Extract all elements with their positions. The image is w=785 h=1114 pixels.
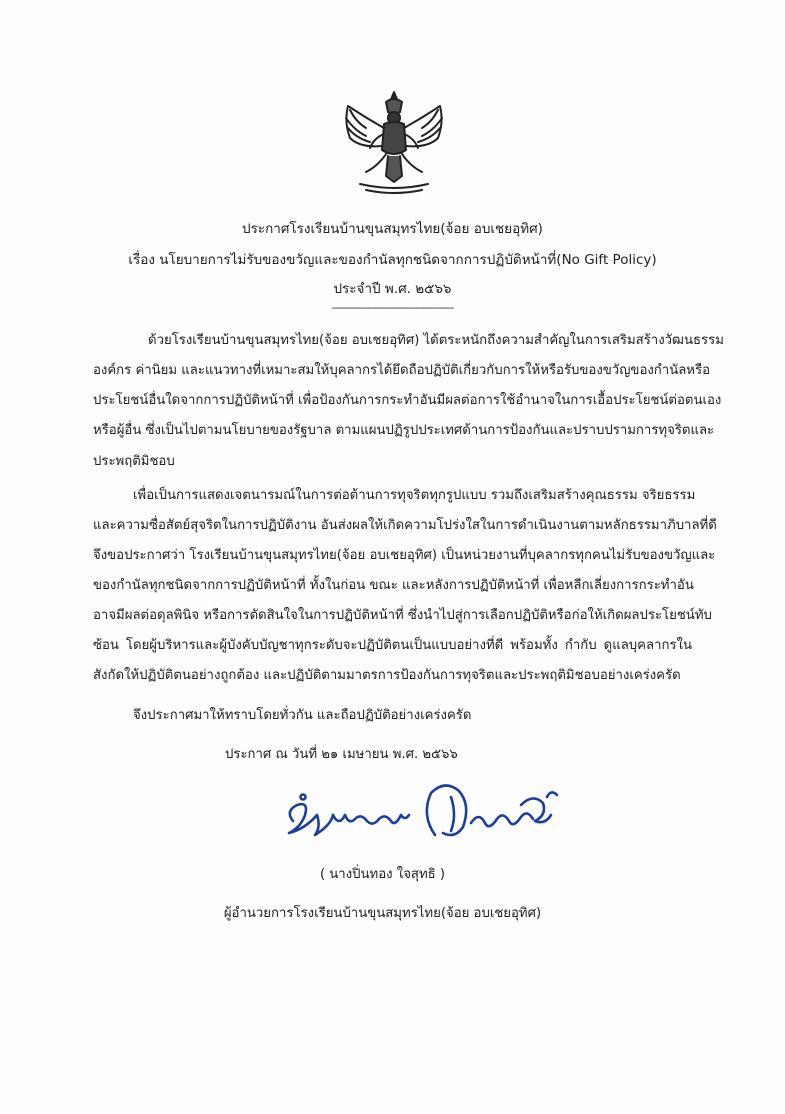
paragraph-2-line-7: สังกัดให้ปฏิบัติตนอย่างถูกต้อง และปฏิบัติตามมาตรการป้องกันการทุจริตและประพฤติมิชอบอย่างเคร่งครัด: [93, 668, 681, 683]
signer-name: ( นางปิ่นทอง ใจสุทธิ ): [319, 867, 446, 882]
announcement-title: ประกาศโรงเรียนบ้านขุนสมุทรไทย(จ้อย อบเชยอุทิศ): [242, 221, 543, 237]
paragraph-2-line-4: ของกำนัลทุกชนิดจากการปฏิบัติหน้าที่ ทั้งในก่อน ขณะ และหลังการปฏิบัติหน้าที่ เพื่อหลีกเลี่ยงการกระทำอัน: [93, 578, 694, 593]
paragraph-1-line-4: หรือผู้อื่น ซึ่งเป็นไปตามนโยบายของรัฐบาล ตามแผนปฏิรูปประเทศด้านการป้องกันและปราบปรามการทุจริตและ: [93, 423, 715, 438]
paragraph-2-line-1: เพื่อเป็นการแสดงเจตนารมณ์ในการต่อต้านการทุจริตทุกรูปแบบ รวมถึงเสริมสร้างคุณธรรม จริยธรรม: [133, 488, 696, 503]
paragraph-2-line-6: ซ้อน โดยผู้บริหารและผู้บังคับบัญชาทุกระดับจะปฏิบัติตนเป็นแบบอย่างที่ดี พร้อมทั้ง กำกับ ดูแลบุคลากรใน: [93, 638, 692, 653]
paragraph-1-line-1: ด้วยโรงเรียนบ้านขุนสมุทรไทย(จ้อย อบเชยอุทิศ) ได้ตระหนักถึงความสำคัญในการเสริมสร้างวัฒนธรรม: [148, 333, 724, 348]
paragraph-1-line-2: องค์กร ค่านิยม และแนวทางที่เหมาะสมให้บุคลากรได้ยึดถือปฏิบัติเกี่ยวกับการให้หรือรับของขวัญของกำนัลหรือ: [93, 363, 710, 378]
paragraph-2-line-3: จึงขอประกาศว่า โรงเรียนบ้านขุนสมุทรไทย(จ้อย อบเชยอุทิศ) เป็นหน่วยงานที่บุคลากรทุกคนไม่รับของขวัญและ: [93, 548, 716, 563]
announcement-subject: เรื่อง นโยบายการไม่รับของขวัญและของกำนัลทุกชนิดจากการปฏิบัติหน้าที่(No Gift Policy): [128, 252, 657, 268]
divider-line: -----------------------------------------: [331, 301, 454, 314]
announcement-date: ประกาศ ณ วันที่ ๒๑ เมษายน พ.ศ. ๒๕๖๖: [225, 747, 458, 762]
announcement-year: ประจำปี พ.ศ. ๒๕๖๖: [333, 281, 452, 297]
paragraph-2-line-2: และความซื่อสัตย์สุจริตในการปฏิบัติงาน อันส่งผลให้เกิดความโปร่งใสในการดำเนินงานตามหลักธรรมาภิบาลที่ดี: [93, 518, 717, 533]
paragraph-2-line-5: อาจมีผลต่อดุลพินิจ หรือการตัดสินใจในการปฏิบัติหน้าที่ ซึ่งนำไปสู่การเลือกปฏิบัติหรือก่อให้เกิดผลประโยชน์ทับ: [93, 608, 712, 623]
paragraph-1-line-5: ประพฤติมิชอบ: [93, 454, 175, 469]
garuda-emblem: [326, 88, 462, 198]
closing-statement: จึงประกาศมาให้ทราบโดยทั่วกัน และถือปฏิบัติอย่างเคร่งครัด: [133, 708, 472, 723]
handwritten-signature: [275, 775, 565, 855]
paragraph-1-line-3: ประโยชน์อื่นใดจากการปฏิบัติหน้าที่ เพื่อป้องกันการกระทำอันมีผลต่อการใช้อำนาจในการเอื้อประโยชน์ต่อตนเอง: [93, 393, 722, 408]
signer-position: ผู้อำนวยการโรงเรียนบ้านขุนสมุทรไทย(จ้อย อบเชยอุทิศ): [223, 906, 542, 921]
